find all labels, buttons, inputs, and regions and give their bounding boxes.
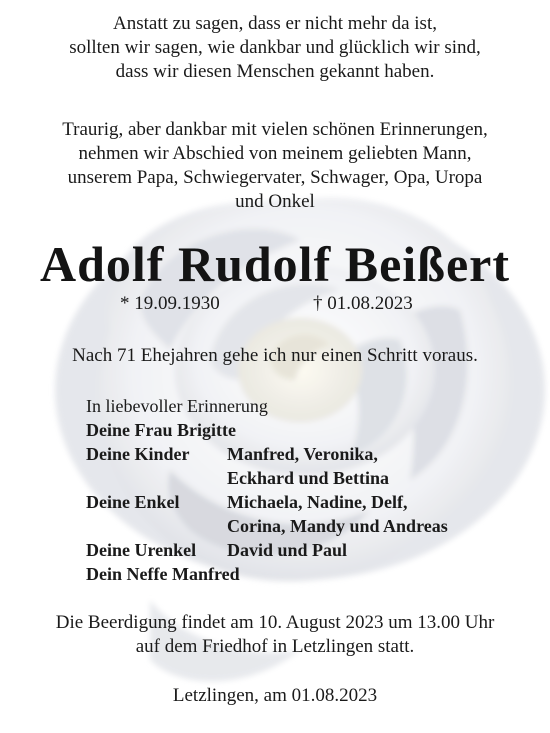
verse [0,12,550,84]
family-row-children [86,442,390,488]
family-names: David und Paul [227,540,348,560]
verse-line: Anstatt zu sagen, dass er nicht mehr da ist, [113,13,437,34]
family-names: Corina, Mandy und Andreas [227,516,448,536]
family-row-grandchildren [86,490,448,536]
family-names: Michaela, Nadine, Delf, [227,492,408,512]
family-relation: Deine Urenkel [86,540,197,560]
intro-text [0,118,550,214]
memory-heading: In liebevoller Erinnerung [86,396,268,416]
intro-line: unserem Papa, Schwiegervater, Schwager, Opa, Uropa [67,167,483,188]
intro-line: nehmen wir Abschied von meinem geliebten Mann, [78,143,472,164]
intro-line: und Onkel [235,191,315,212]
deceased-name: Adolf Rudolf Beißert [40,236,510,292]
funeral-notice [0,611,550,659]
family-names: Eckhard und Bettina [227,468,390,488]
farewell-quote: Nach 71 Ehejahren gehe ich nur einen Schritt voraus. [72,345,478,366]
family-row-nephew [86,562,240,586]
family-row-great-grandchildren [86,538,348,562]
family-relation: Deine Frau Brigitte [86,420,236,440]
place-and-date: Letzlingen, am 01.08.2023 [172,685,378,706]
death-date: † 01.08.2023 [313,293,413,314]
verse-line: sollten wir sagen, wie dankbar und glücklich wir sind, [69,37,481,58]
family-relation: Dein Neffe Manfred [86,564,240,584]
verse-line: dass wir diesen Menschen gekannt haben. [115,61,435,82]
family-row-wife [86,418,236,442]
funeral-line: Die Beerdigung findet am 10. August 2023 um 13.00 Uhr [55,612,495,633]
intro-line: Traurig, aber dankbar mit vielen schönen Erinnerungen, [62,119,488,140]
birth-date: * 19.09.1930 [120,293,220,314]
funeral-line: auf dem Friedhof in Letzlingen statt. [135,636,415,657]
family-names: Manfred, Veronika, [227,444,378,464]
family-relation: Deine Kinder [86,444,190,464]
family-relation: Deine Enkel [86,492,180,512]
